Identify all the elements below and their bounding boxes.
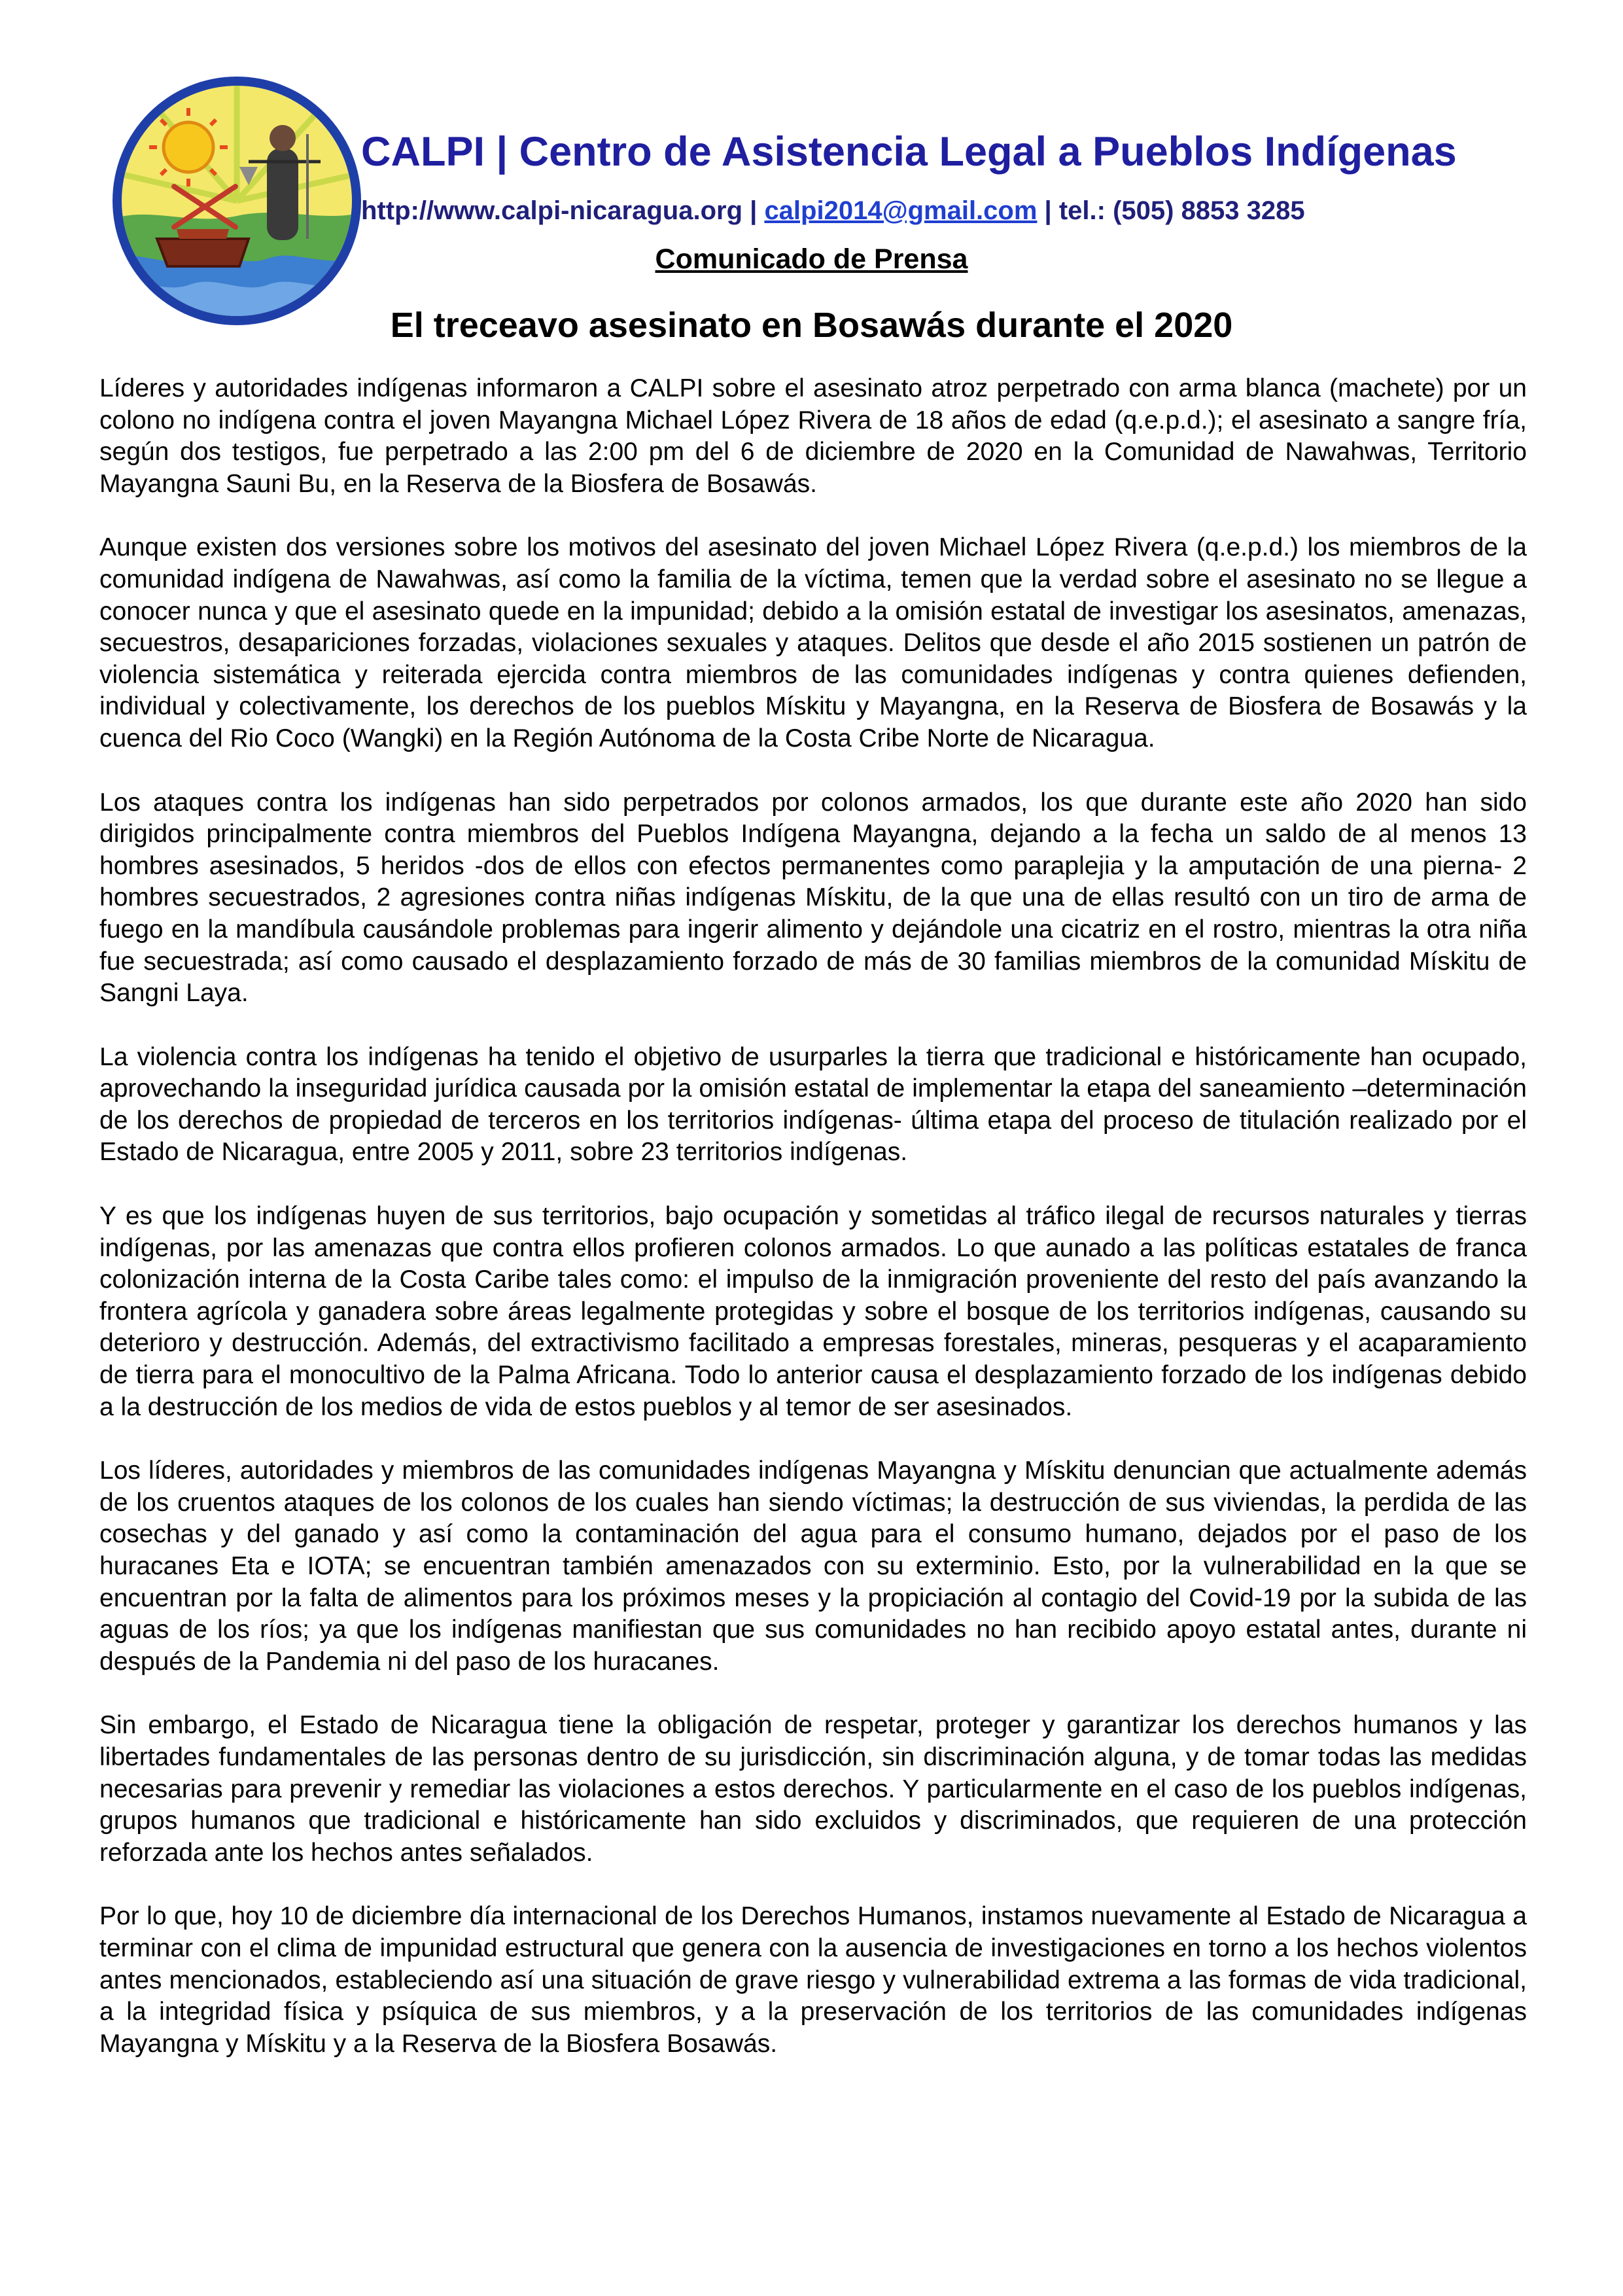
email-link[interactable]: calpi2014@gmail.com bbox=[764, 196, 1038, 225]
paragraph: Los líderes, autoridades y miembros de las comunidades indígenas Mayangna y Mískitu denuncian que actualmente además de los cruentos ataques de los colonos de los cuales han siendo víctimas; la destrucción de sus viviendas, la perdida de las cosechas y del ganado y así como la contaminación del agua para el consumo humano, dejados por el paso de los huracanes Eta e IOTA; se encuentran también amenazados con su exterminio. Esto, por la vulnerabilidad en la que se encuentran por la falta de alimentos para los próximos meses y la propiciación al contagio del Covid-19 por la subida de las aguas de los ríos; ya que los indígenas manifiestan que sus comunidades no han recibido apoyo estatal antes, durante ni después de la Pandemia ni del paso de los huracanes. bbox=[99, 1457, 1527, 1676]
paragraph: Aunque existen dos versiones sobre los motivos del asesinato del joven Michael López Rivera (q.e.p.d.) los miembros de la comunidad indígena de Nawahwas, así como la familia de la víctima, temen que la verdad sobre el asesinato no se llegue a conocer nunca y que el asesinato quede en la impunidad; debido a la omisión estatal de investigar los asesinatos, amenazas, secuestros, desapariciones forzadas, violaciones sexuales y ataques. Delitos que desde el año 2015 sostienen un patrón de violencia sistemática y reiterada ejercida contra miembros de las comunidades indígenas y contra quienes defienden, individual y colectivamente, los derechos de los pueblos Mískitu y Mayangna, en la Reserva de Biosfera de Bosawás y la cuenca del Rio Coco (Wangki) en la Región Autónoma de la Costa Cribe Norte de Nicaragua. bbox=[99, 533, 1527, 752]
paragraph: Los ataques contra los indígenas han sido perpetrados por colonos armados, los que durante este año 2020 han sido dirigidos principalmente contra miembros del Pueblos Indígena Mayangna, dejando a la fecha un saldo de al menos 13 hombres asesinados, 5 heridos -dos de ellos con efectos permanentes como paraplejia y la amputación de una pierna- 2 hombres secuestrados, 2 agresiones contra niñas indígenas Mískitu, de la que una de ellas resultó con un tiro de arma de fuego en la mandíbula causándole problemas para ingerir alimento y dejándole una cicatriz en el rostro, mientras la otra niña fue secuestrada; así como causado el desplazamiento forzado de más de 30 familias miembros de la comunidad Mískitu de Sangni Laya. bbox=[99, 788, 1527, 1008]
calpi-logo bbox=[111, 75, 362, 327]
website-link[interactable]: http://www.calpi-nicaragua.org bbox=[361, 196, 743, 225]
document-type: Comunicado de Prensa bbox=[655, 243, 968, 275]
organization-title: CALPI | Centro de Asistencia Legal a Pueblos Indígenas bbox=[361, 129, 1457, 175]
paragraph: Por lo que, hoy 10 de diciembre día internacional de los Derechos Humanos, instamos nuevamente al Estado de Nicaragua a terminar con el clima de impunidad estructural que genera con la ausencia de investigaciones en torno a los hechos violentos antes mencionados, estableciendo así una situación de grave riesgo y vulnerabilidad extrema a las formas de vida tradicional, a la integridad física y psíquica de sus miembros, y a la preservación de los territorios de las comunidades indígenas Mayangna y Mískitu y a la Reserva de la Biosfera Bosawás. bbox=[99, 1902, 1527, 2058]
paragraph: Y es que los indígenas huyen de sus territorios, bajo ocupación y sometidas al tráfico ilegal de recursos naturales y tierras indígenas, por las amenazas que contra ellos profieren colonos armados. Lo que aunado a las políticas estatales de franca colonización interna de la Costa Caribe tales como: el impulso de la inmigración proveniente del resto del país avanzando la frontera agrícola y ganadera sobre áreas legalmente protegidas y sobre el bosque de los territorios indígenas, causando su deterioro y destrucción. Además, del extractivismo facilitado a empresas forestales, mineras, pesqueras y el acaparamiento de tierra para el monocultivo de la Palma Africana. Todo lo anterior causa el desplazamiento forzado de los indígenas debido a la destrucción de los medios de vida de estos pueblos y al temor de ser asesinados. bbox=[99, 1202, 1527, 1421]
headline: El treceavo asesinato en Bosawás durante el 2020 bbox=[390, 306, 1233, 345]
paragraph: Sin embargo, el Estado de Nicaragua tiene la obligación de respetar, proteger y garantizar los derechos humanos y las libertades fundamentales de las personas dentro de su jurisdicción, sin discriminación alguna, y de tomar todas las medidas necesarias para prevenir y remediar las violaciones a estos derechos. Y particularmente en el caso de los pueblos indígenas, grupos humanos que tradicional e históricamente han sido excluidos y discriminados, que requieren de una protección reforzada ante los hechos antes señalados. bbox=[99, 1711, 1527, 1867]
phone-number: tel.: (505) 8853 3285 bbox=[1058, 196, 1305, 225]
paragraph: La violencia contra los indígenas ha tenido el objetivo de usurparles la tierra que tradicional e históricamente han ocupado, aprovechando la inseguridad jurídica causada por la omisión estatal de implementar la etapa del saneamiento –determinación de los derechos de propiedad de terceros en los territorios indígenas- última etapa del proceso de titulación realizado por el Estado de Nicaragua, entre 2005 y 2011, sobre 23 territorios indígenas. bbox=[99, 1042, 1527, 1167]
contact-line: http://www.calpi-nicaragua.org | calpi2014@gmail.com | tel.: (505) 8853 3285 bbox=[361, 196, 1305, 225]
paragraph: Líderes y autoridades indígenas informaron a CALPI sobre el asesinato atroz perpetrado con arma blanca (machete) por un colono no indígena contra el joven Mayangna Michael López Rivera de 18 años de edad (q.e.p.d.); el asesinato a sangre fría, según dos testigos, fue perpetrado a las 2:00 pm del 6 de diciembre de 2020 en la Comunidad de Nawahwas, Territorio Mayangna Sauni Bu, en la Reserva de la Biosfera de Bosawás. bbox=[99, 374, 1527, 498]
article-body bbox=[99, 373, 1527, 2092]
